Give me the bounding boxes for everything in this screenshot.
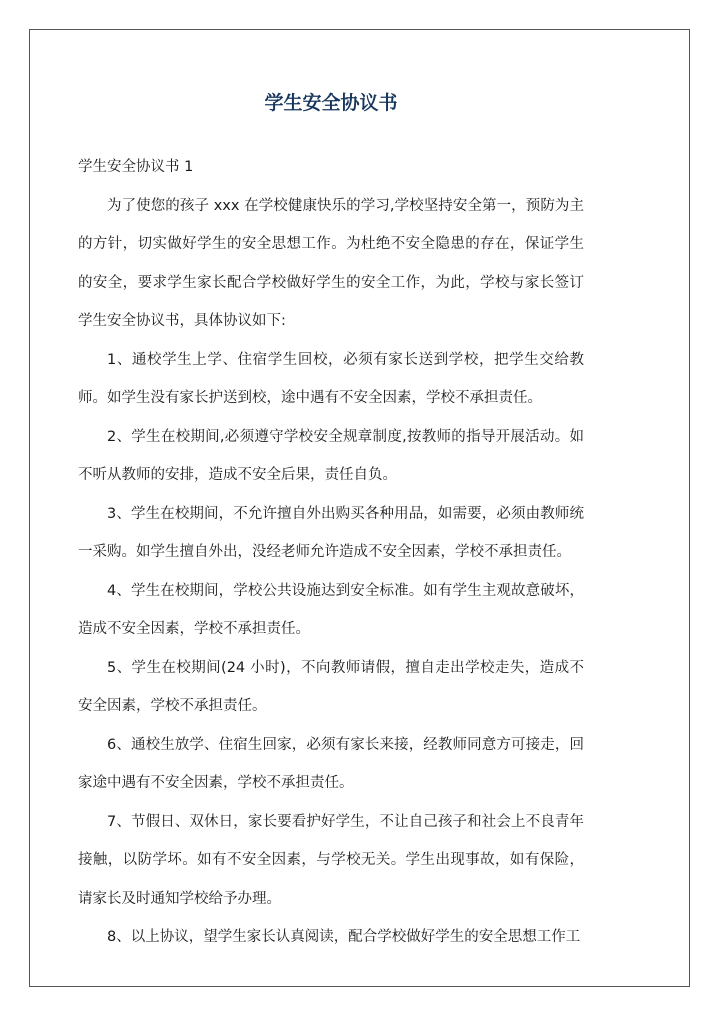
clause-4: 4、学生在校期间，学校公共设施达到安全标准。如有学生主观故意破坏，造成不安全因素，学校不承担责任。 <box>78 582 584 637</box>
clause-6: 6、通校生放学、住宿生回家，必须有家长来接，经教师同意方可接走，回家途中遇有不安全因素，学校不承担责任。 <box>78 736 584 791</box>
clause-1: 1、通校学生上学、住宿学生回校，必须有家长送到学校，把学生交给教师。如学生没有家长护送到校，途中遇有不安全因素，学校不承担责任。 <box>78 351 584 406</box>
document-body <box>78 88 584 957</box>
clause-8: 8、以上协议，望学生家长认真阅读，配合学校做好学生的安全思想工作工 <box>107 929 581 945</box>
clause-3: 3、学生在校期间，不允许擅自外出购买各种用品，如需要，必须由教师统一采购。如学生擅自外出，没经老师允许造成不安全因素，学校不承担责任。 <box>78 505 584 560</box>
document-title: 学生安全协议书 <box>264 92 398 114</box>
section-heading: 学生安全协议书 1 <box>78 159 194 175</box>
clause-7: 7、节假日、双休日，家长要看护好学生，不让自己孩子和社会上不良青年接触，以防学坏。如有不安全因素，与学校无关。学生出现事故，如有保险，请家长及时通知学校给予办理。 <box>78 813 584 907</box>
clause-5: 5、学生在校期间(24 小时)，不向教师请假，擅自走出学校走失，造成不安全因素，学校不承担责任。 <box>78 659 584 714</box>
clause-2: 2、学生在校期间,必须遵守学校安全规章制度,按教师的指导开展活动。如不听从教师的安排，造成不安全后果，责任自负。 <box>78 428 584 483</box>
intro-paragraph: 为了使您的孩子 xxx 在学校健康快乐的学习,学校坚持安全第一，预防为主的方针，切实做好学生的安全思想工作。为杜绝不安全隐患的存在，保证学生的安全，要求学生家长配合学校做好学生的安全工作，为此，学校与家长签订学生安全协议书，具体协议如下: <box>78 197 584 329</box>
